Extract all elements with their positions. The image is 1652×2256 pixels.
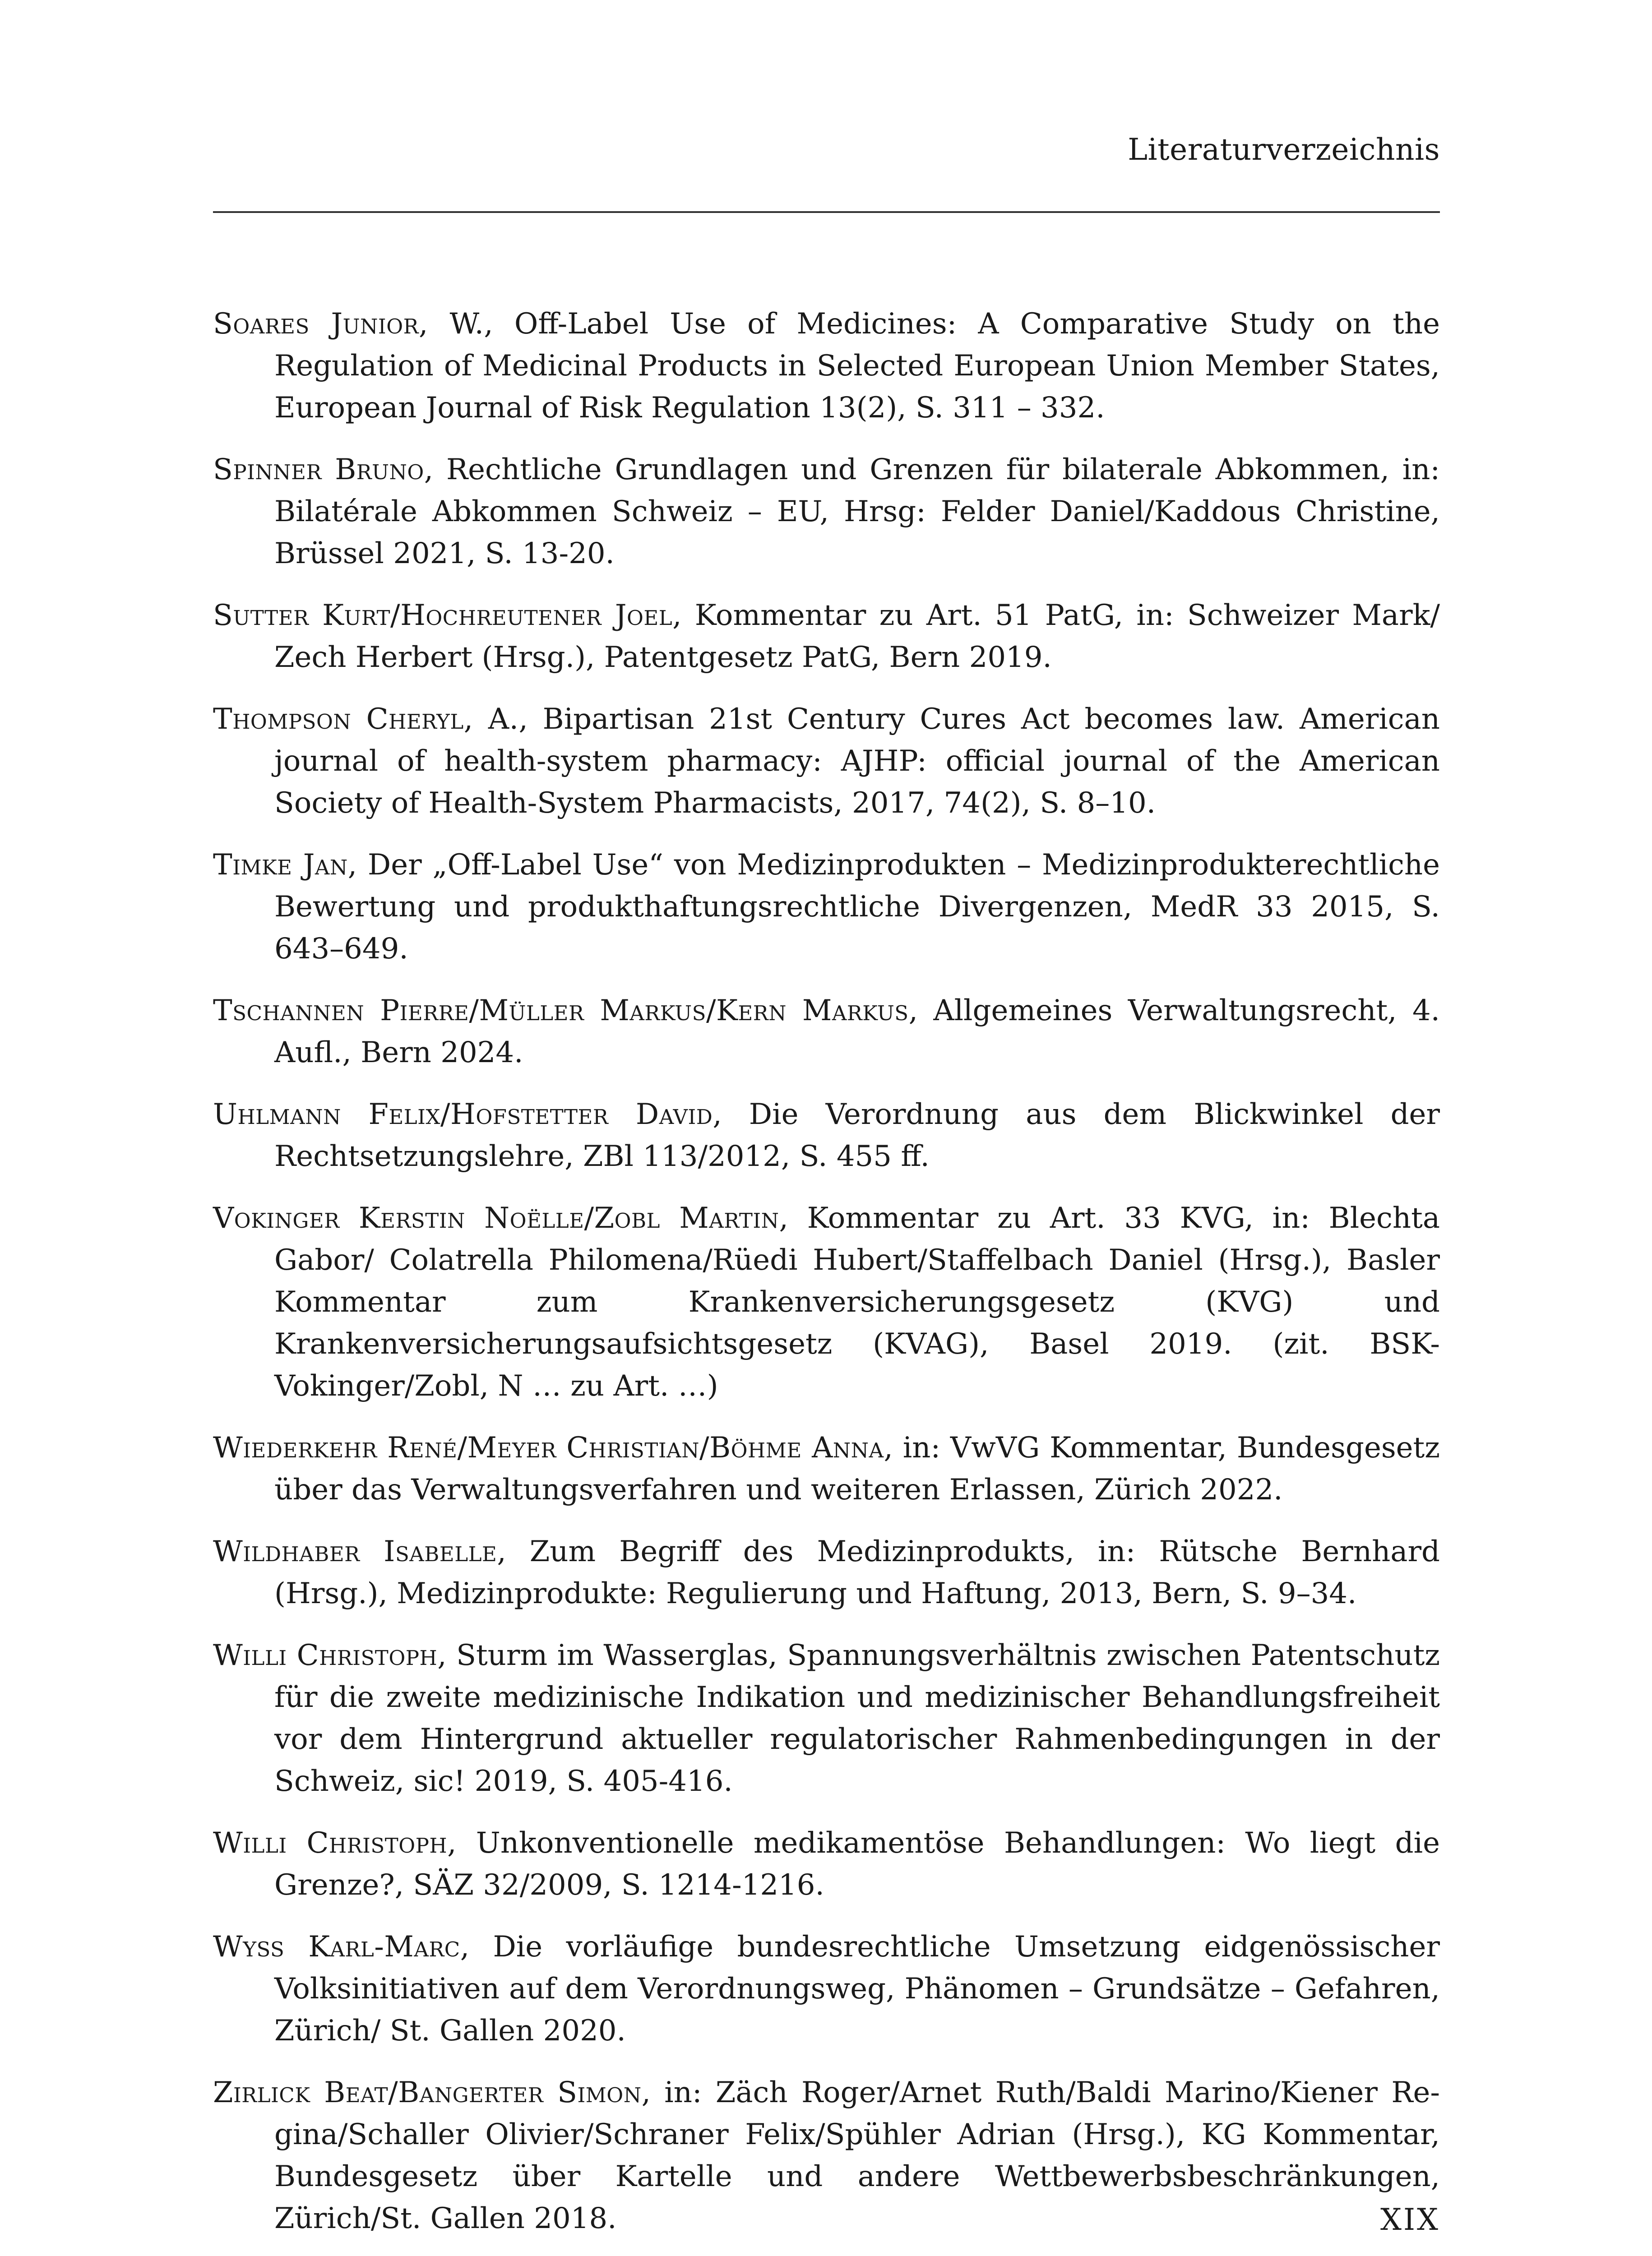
entry-text: , Allgemeines Verwaltungsrecht, 4. Aufl., Bern 2024. bbox=[274, 994, 1440, 1069]
entry-authors: Willi Christoph bbox=[213, 1639, 438, 1672]
entry-text: , Die Verordnung aus dem Blickwinkel der Rechtsetzungslehre, ZBl 113/2012, S. 455 ff. bbox=[274, 1098, 1440, 1173]
entry-text: , in: VwVG Kommentar, Bundesgesetz über das Verwaltungsverfahren und weiteren Erlassen, Zürich 2022. bbox=[274, 1431, 1440, 1507]
entry-authors: Zirlick Beat/Bangerter Simon bbox=[213, 2076, 642, 2109]
bibliography-entry bbox=[213, 1635, 1440, 1803]
entry-text: , Der „Off-Label Use“ von Medizinprodukten – Medizinprodukterechtliche Bewertung und produkthaftungsrechtliche Divergenzen, MedR 33 2015, S. 643–649. bbox=[274, 848, 1440, 966]
bibliography-entry bbox=[213, 1427, 1440, 1511]
entry-text: , in: Zäch Roger/Arnet Ruth/Baldi Marino/Kiener Regina/Schaller Olivier/Schraner Felix/Spühler Adrian (Hrsg.), KG Kommentar, Bundesgesetz über Kartelle und andere Wettbewerbsbeschränkungen, Zürich/St. Gallen 2018. bbox=[274, 2076, 1440, 2235]
entry-text: , Zum Begriff des Medizinprodukts, in: Rütsche Bernhard (Hrsg.), Medizinprodukte: Regulierung und Haftung, 2013, Bern, S. 9–34. bbox=[274, 1535, 1440, 1610]
entry-text: , Kommentar zu Art. 51 PatG, in: Schweizer Mark/ Zech Herbert (Hrsg.), Patentgesetz PatG, Bern 2019. bbox=[274, 599, 1440, 674]
bibliography-entry bbox=[213, 595, 1440, 679]
entry-text: , Bipartisan 21st Century Cures Act becomes law. American journal of health-system pharmacy: AJHP: official journal of the American Society of Health-System Pharmacists, 2017, 74(2), S. 8–10. bbox=[274, 703, 1440, 820]
entry-authors: Wyss Karl-Marc bbox=[213, 1930, 460, 1964]
running-head: Literaturverzeichnis bbox=[1128, 132, 1440, 167]
entry-text: , Rechtliche Grundlagen und Grenzen für bilaterale Abkommen, in: Bilatérale Abkommen Schweiz – EU, Hrsg: Felder Daniel/Kaddous Christine, Brüssel 2021, S. 13-20. bbox=[274, 453, 1440, 570]
bibliography-entry bbox=[213, 844, 1440, 970]
entry-text: , Kommentar zu Art. 33 KVG, in: Blechta Gabor/ Colatrella Philomena/Rüedi Hubert/Staffelbach Daniel (Hrsg.), Basler Kommentar zum Krankenversicherungsgesetz (KVG) und Krankenversicherungsaufsichtsgesetz (KVAG), Basel 2019. (zit. BSK-Vokinger/Zobl, N … zu Art. …) bbox=[274, 1202, 1440, 1403]
entry-text: , Sturm im Wasserglas, Spannungsverhältnis zwischen Patentschutz für die zweite medizinische Indikation und medizinischer Behandlungsfreiheit vor dem Hintergrund aktueller regulatorischer Rahmenbedingungen in der Schweiz, sic! 2019, S. 405-416. bbox=[274, 1639, 1440, 1798]
bibliography-entry bbox=[213, 1531, 1440, 1615]
entry-authors: Uhlmann Felix/Hofstetter David bbox=[213, 1098, 713, 1131]
entry-authors: Vokinger Kerstin Noëlle/Zobl Martin bbox=[213, 1202, 779, 1235]
entry-authors: Spinner Bruno bbox=[213, 453, 424, 486]
entry-text: , Unkonventionelle medikamentöse Behandlungen: Wo liegt die Grenze?, SÄZ 32/2009, S. 1214-1216. bbox=[274, 1826, 1440, 1902]
entry-authors: Soares Junior, W. bbox=[213, 307, 484, 341]
entry-authors: Thompson Cheryl, A. bbox=[213, 703, 519, 736]
entry-authors: Willi Christoph bbox=[213, 1826, 448, 1860]
bibliography-entry bbox=[213, 698, 1440, 824]
bibliography-entry bbox=[213, 303, 1440, 429]
entry-text: , Off-Label Use of Medicines: A Comparative Study on the Regulation of Medicinal Products in Selected European Union Member States, European Journal of Risk Regulation 13(2), S. 311 – 332. bbox=[274, 307, 1440, 425]
entry-authors: Timke Jan bbox=[213, 848, 348, 882]
bibliography-entry bbox=[213, 1197, 1440, 1407]
page-number: XIX bbox=[1380, 2202, 1440, 2237]
bibliography-entry bbox=[213, 2072, 1440, 2240]
bibliography-entry bbox=[213, 1094, 1440, 1178]
entry-text: , Die vorläufige bundesrechtliche Umsetzung eidgenössischer Volksinitiativen auf dem Verordnungsweg, Phänomen – Grundsätze – Gefahren, Zürich/ St. Gallen 2020. bbox=[274, 1930, 1440, 2048]
bibliography-entry bbox=[213, 1822, 1440, 1906]
entry-authors: Tschannen Pierre/Müller Markus/Kern Markus bbox=[213, 994, 909, 1027]
bibliography-entry bbox=[213, 990, 1440, 1074]
entry-authors: Wiederkehr René/Meyer Christian/Böhme Anna bbox=[213, 1431, 884, 1465]
bibliography-entry bbox=[213, 1926, 1440, 2052]
entry-authors: Sutter Kurt/Hochreutener Joel bbox=[213, 599, 673, 632]
bibliography-list bbox=[213, 303, 1440, 2256]
entry-authors: Wildhaber Isabelle bbox=[213, 1535, 497, 1568]
bibliography-entry bbox=[213, 449, 1440, 575]
header-divider bbox=[213, 211, 1440, 213]
